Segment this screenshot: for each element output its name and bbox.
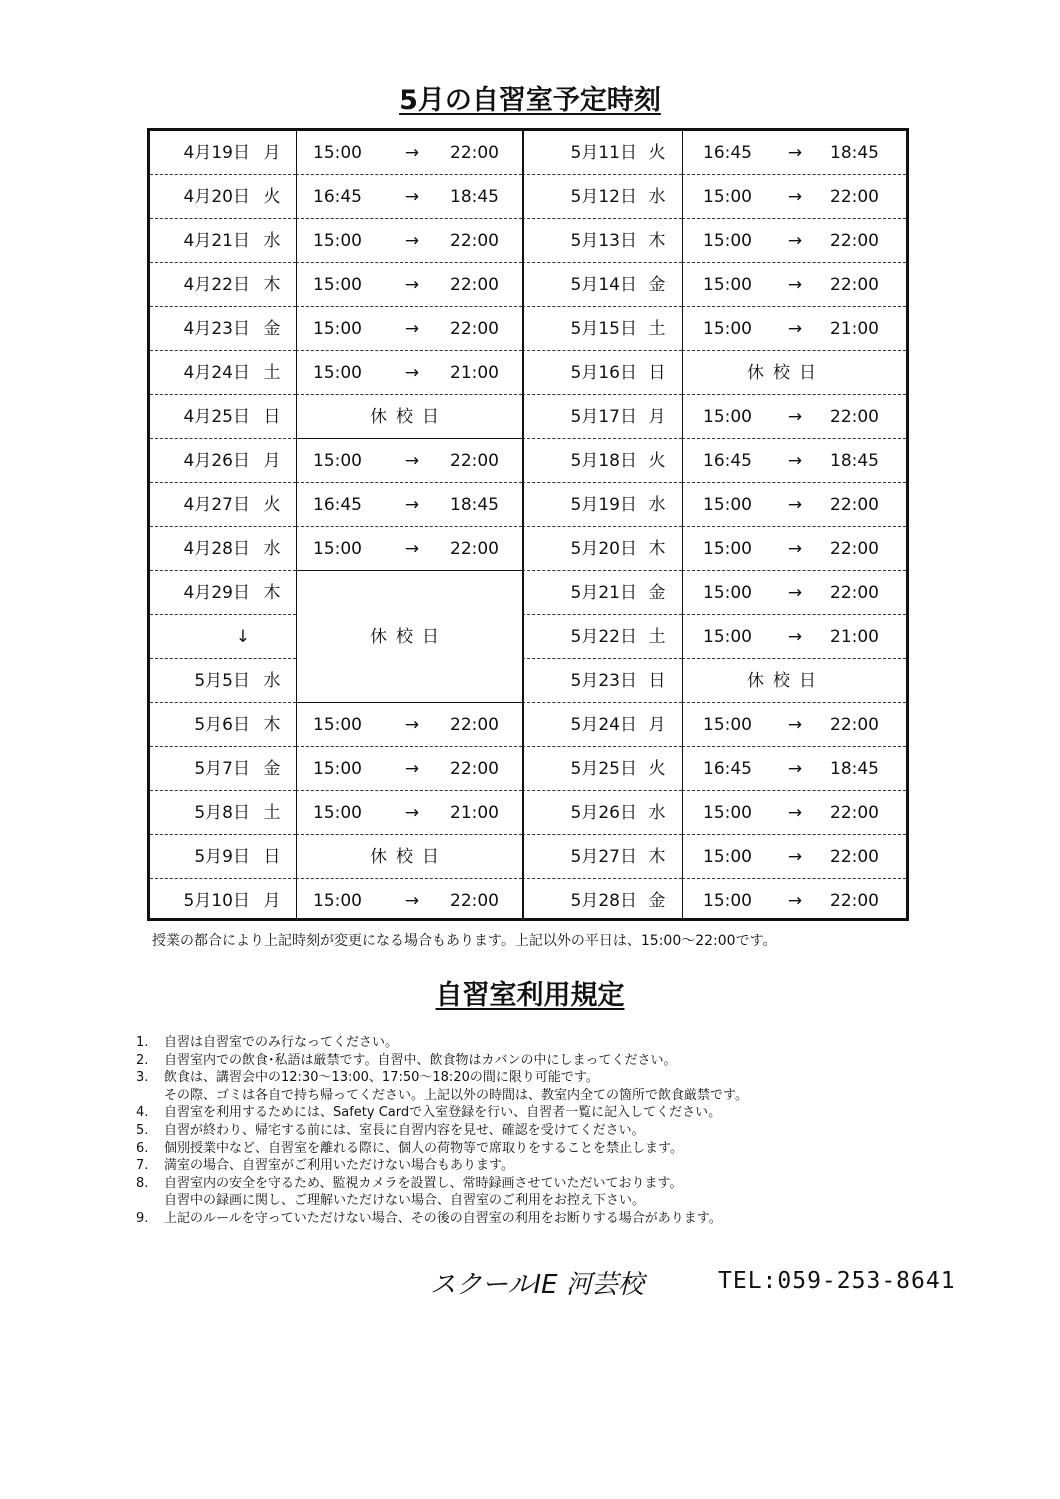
date-cell: 5月10日 [183,891,250,911]
row-divider [296,834,522,835]
date-cell: 5月22日 [570,627,637,647]
rule-number: 7. [136,1158,149,1174]
row-divider [296,702,522,703]
weekday-cell: 日 [263,847,281,867]
row-divider [150,834,296,835]
row-divider [522,878,682,879]
rule-item [136,1175,896,1193]
start-time: 15:00 [313,275,362,295]
row-divider [682,790,906,791]
rule-item [136,1069,896,1087]
row-divider [522,438,682,439]
rule-item [136,1192,896,1210]
arrow-icon: → [404,759,420,779]
start-time: 15:00 [313,363,362,383]
start-time: 16:45 [703,451,752,471]
end-time: 22:00 [830,275,879,295]
row-divider [296,306,522,307]
arrow-icon: → [787,891,803,911]
rule-text: その際、ゴミは各自で持ち帰ってください。上記以外の時間は、教室内全ての箇所で飲食厳禁です。 [164,1087,748,1103]
row-divider [682,218,906,219]
row-divider [150,702,296,703]
rule-item [136,1034,896,1052]
end-time: 22:00 [450,539,499,559]
row-divider [682,658,906,659]
end-time: 22:00 [830,583,879,603]
closed-day-label: 休校日 [370,407,448,427]
row-divider [522,218,682,219]
start-time: 15:00 [703,847,752,867]
rule-number: 3. [136,1070,149,1086]
closed-day-label: 休校日 [747,363,825,383]
weekday-cell: 水 [648,187,666,207]
arrow-icon: → [404,231,420,251]
date-cell: 4月25日 [183,407,250,427]
end-time: 22:00 [450,715,499,735]
start-time: 15:00 [703,803,752,823]
arrow-icon: → [404,715,420,735]
start-time: 15:00 [313,891,362,911]
row-divider [682,394,906,395]
school-phone: TEL:059-253-8641 [718,1268,956,1294]
rule-text: 自習室を利用するためには、Safety Cardで入室登録を行い、自習者一覧に記入してください。 [164,1105,722,1121]
date-cell: 5月15日 [570,319,637,339]
weekday-cell: 水 [648,803,666,823]
date-cell: 5月12日 [570,187,637,207]
row-divider [682,262,906,263]
end-time: 22:00 [450,231,499,251]
row-divider [522,702,682,703]
rule-text: 自習中の録画に関し、ご理解いただけない場合、自習室のご利用をお控え下さい。 [164,1193,646,1209]
row-divider [150,262,296,263]
page-title [0,78,1060,117]
weekday-cell: 水 [648,495,666,515]
arrow-icon: → [404,187,420,207]
rules-title-text: 自習室利用規定 [435,980,625,1011]
row-divider [682,878,906,879]
end-time: 22:00 [450,143,499,163]
row-divider [150,306,296,307]
date-cell: 4月20日 [183,187,250,207]
weekday-cell: 金 [648,275,666,295]
row-divider [682,702,906,703]
row-divider [150,482,296,483]
row-divider [522,746,682,747]
row-divider [522,350,682,351]
rule-text: 個別授業中など、自習室を離れる際に、個人の荷物等で席取りをすることを禁止します。 [164,1140,683,1156]
arrow-icon: → [404,319,420,339]
start-time: 16:45 [313,187,362,207]
start-time: 15:00 [703,231,752,251]
date-cell: 4月21日 [183,231,250,251]
column-divider [296,131,297,918]
date-cell: 4月27日 [183,495,250,515]
weekday-cell: 水 [263,671,281,691]
rule-item [136,1210,896,1228]
end-time: 22:00 [830,539,879,559]
start-time: 15:00 [313,143,362,163]
rule-text: 自習室内の安全を守るため、監視カメラを設置し、常時録画させていただいております。 [164,1175,683,1191]
end-time: 22:00 [830,803,879,823]
row-divider [522,306,682,307]
weekday-cell: 金 [648,583,666,603]
weekday-cell: 土 [263,363,281,383]
row-divider [150,218,296,219]
date-cell: 5月20日 [570,539,637,559]
arrow-icon: → [404,143,420,163]
start-time: 15:00 [313,715,362,735]
row-divider [296,746,522,747]
end-time: 18:45 [830,143,879,163]
row-divider [296,174,522,175]
date-cell: 5月5日 [194,671,250,691]
weekday-cell: 火 [263,187,281,207]
row-divider [296,218,522,219]
school-name: スクールIE 河芸校 [430,1270,644,1300]
row-divider [682,174,906,175]
start-time: 15:00 [313,759,362,779]
arrow-icon: → [787,319,803,339]
start-time: 15:00 [703,891,752,911]
weekday-cell: 木 [648,539,666,559]
rule-item [136,1140,896,1158]
arrow-icon: → [787,407,803,427]
end-time: 21:00 [450,363,499,383]
date-cell: 5月16日 [570,363,637,383]
weekday-cell: 土 [263,803,281,823]
end-time: 22:00 [830,187,879,207]
date-cell: 5月8日 [194,803,250,823]
weekday-cell: 火 [263,495,281,515]
row-divider [150,174,296,175]
arrow-icon: → [787,539,803,559]
page-title-text: 5月の自習室予定時刻 [399,85,661,116]
row-divider [522,790,682,791]
end-time: 22:00 [830,495,879,515]
date-cell: 5月21日 [570,583,637,603]
row-divider [296,262,522,263]
arrow-icon: → [787,451,803,471]
weekday-cell: 水 [263,539,281,559]
row-divider [682,526,906,527]
date-cell: ↓ [235,627,250,647]
weekday-cell: 月 [263,451,281,471]
arrow-icon: → [787,583,803,603]
weekday-cell: 日 [263,407,281,427]
column-divider [682,131,683,918]
weekday-cell: 木 [648,847,666,867]
row-divider [682,746,906,747]
start-time: 15:00 [313,803,362,823]
row-divider [150,746,296,747]
end-time: 22:00 [830,715,879,735]
row-divider [296,878,522,879]
arrow-icon: → [787,231,803,251]
weekday-cell: 月 [263,143,281,163]
date-cell: 5月9日 [194,847,250,867]
end-time: 21:00 [830,627,879,647]
start-time: 16:45 [703,143,752,163]
arrow-icon: → [787,847,803,867]
rule-item [136,1104,896,1122]
rules-title [0,973,1060,1012]
row-divider [522,570,682,571]
rule-number: 1. [136,1035,149,1050]
row-divider [522,394,682,395]
end-time: 22:00 [830,407,879,427]
start-time: 15:00 [703,495,752,515]
row-divider [682,614,906,615]
arrow-icon: → [787,187,803,207]
end-time: 18:45 [450,495,499,515]
weekday-cell: 金 [648,891,666,911]
rule-text: 自習は自習室でのみ行なってください。 [164,1035,399,1050]
row-divider [522,834,682,835]
weekday-cell: 月 [648,407,666,427]
date-cell: 5月23日 [570,671,637,691]
rule-text: 自習室内での飲食･私語は厳禁です。自習中、飲食物はカバンの中にしまってください。 [164,1052,677,1068]
end-time: 22:00 [450,891,499,911]
start-time: 15:00 [313,451,362,471]
date-cell: 5月18日 [570,451,637,471]
row-divider [682,834,906,835]
start-time: 15:00 [703,539,752,559]
row-divider [682,438,906,439]
row-divider [522,262,682,263]
arrow-icon: → [787,759,803,779]
row-divider [522,482,682,483]
row-divider [150,438,296,439]
start-time: 15:00 [703,187,752,207]
date-cell: 4月19日 [183,143,250,163]
schedule-table [147,128,909,921]
rule-number: 2. [136,1052,149,1068]
end-time: 18:45 [450,187,499,207]
weekday-cell: 木 [263,583,281,603]
arrow-icon: → [787,143,803,163]
rule-number: 5. [136,1122,149,1138]
date-cell: 4月22日 [183,275,250,295]
rule-text: 自習が終わり、帰宅する前には、室長に自習内容を見せ、確認を受けてください。 [164,1122,645,1138]
row-divider [150,570,296,571]
weekday-cell: 木 [648,231,666,251]
date-cell: 5月17日 [570,407,637,427]
weekday-cell: 日 [648,671,666,691]
row-divider [296,526,522,527]
date-cell: 4月26日 [183,451,250,471]
start-time: 16:45 [703,759,752,779]
row-divider [296,790,522,791]
row-divider [682,570,906,571]
arrow-icon: → [404,803,420,823]
date-cell: 4月23日 [183,319,250,339]
rule-item [136,1157,896,1175]
rule-text: 満室の場合、自習室がご利用いただけない場合もあります。 [164,1158,514,1174]
end-time: 22:00 [450,451,499,471]
row-divider [682,350,906,351]
row-divider [150,394,296,395]
weekday-cell: 金 [263,319,281,339]
arrow-icon: → [404,451,420,471]
end-time: 22:00 [830,231,879,251]
rule-number: 8. [136,1175,149,1191]
date-cell: 5月28日 [570,891,637,911]
end-time: 22:00 [450,759,499,779]
row-divider [150,790,296,791]
start-time: 15:00 [313,231,362,251]
weekday-cell: 月 [263,891,281,911]
arrow-icon: → [787,495,803,515]
date-cell: 4月24日 [183,363,250,383]
arrow-icon: → [404,495,420,515]
row-divider [296,570,522,571]
arrow-icon: → [404,891,420,911]
arrow-icon: → [787,803,803,823]
row-divider [522,174,682,175]
row-divider [522,526,682,527]
half-divider [522,131,524,918]
arrow-icon: → [404,363,420,383]
start-time: 15:00 [703,407,752,427]
weekday-cell: 火 [648,759,666,779]
row-divider [296,438,522,439]
date-cell: 5月26日 [570,803,637,823]
weekday-cell: 土 [648,319,666,339]
row-divider [682,306,906,307]
weekday-cell: 金 [263,759,281,779]
end-time: 22:00 [450,275,499,295]
date-cell: 4月29日 [183,583,250,603]
arrow-icon: → [404,275,420,295]
row-divider [522,614,682,615]
arrow-icon: → [787,715,803,735]
start-time: 16:45 [313,495,362,515]
row-divider [150,350,296,351]
date-cell: 5月19日 [570,495,637,515]
weekday-cell: 木 [263,715,281,735]
end-time: 18:45 [830,759,879,779]
end-time: 21:00 [830,319,879,339]
rule-item [136,1087,896,1105]
weekday-cell: 月 [648,715,666,735]
end-time: 22:00 [830,891,879,911]
arrow-icon: → [787,275,803,295]
start-time: 15:00 [703,583,752,603]
start-time: 15:00 [703,715,752,735]
end-time: 22:00 [830,847,879,867]
date-cell: 4月28日 [183,539,250,559]
start-time: 15:00 [703,275,752,295]
rule-number: 4. [136,1105,149,1121]
row-divider [150,614,296,615]
date-cell: 5月6日 [194,715,250,735]
date-cell: 5月14日 [570,275,637,295]
weekday-cell: 日 [648,363,666,383]
rule-number: 9. [136,1210,149,1226]
row-divider [296,350,522,351]
rule-item [136,1052,896,1070]
rule-text: 上記のルールを守っていただけない場合、その後の自習室の利用をお断りする場合があります。 [164,1210,722,1226]
rule-number: 6. [136,1140,149,1156]
row-divider [150,526,296,527]
weekday-cell: 土 [648,627,666,647]
end-time: 21:00 [450,803,499,823]
weekday-cell: 水 [263,231,281,251]
date-cell: 5月11日 [570,143,637,163]
closed-day-label: 休校日 [370,627,448,647]
closed-day-label: 休校日 [370,847,448,867]
weekday-cell: 火 [648,143,666,163]
end-time: 18:45 [830,451,879,471]
closed-day-label: 休校日 [747,671,825,691]
date-cell: 5月7日 [194,759,250,779]
row-divider [296,482,522,483]
rule-item [136,1122,896,1140]
weekday-cell: 火 [648,451,666,471]
arrow-icon: → [787,627,803,647]
date-cell: 5月24日 [570,715,637,735]
start-time: 15:00 [313,319,362,339]
date-cell: 5月25日 [570,759,637,779]
row-divider [150,658,296,659]
arrow-icon: → [404,539,420,559]
row-divider [296,394,522,395]
date-cell: 5月27日 [570,847,637,867]
end-time: 22:00 [450,319,499,339]
rule-text: 飲食は、講習会中の12:30～13:00、17:50～18:20の間に限り可能です。 [164,1070,599,1086]
start-time: 15:00 [313,539,362,559]
row-divider [682,482,906,483]
start-time: 15:00 [703,627,752,647]
start-time: 15:00 [703,319,752,339]
weekday-cell: 木 [263,275,281,295]
schedule-note: 授業の都合により上記時刻が変更になる場合もあります。上記以外の平日は、15:00～22:00です。 [152,933,777,949]
date-cell: 5月13日 [570,231,637,251]
row-divider [522,658,682,659]
row-divider [150,878,296,879]
rules-list [136,1034,896,1228]
